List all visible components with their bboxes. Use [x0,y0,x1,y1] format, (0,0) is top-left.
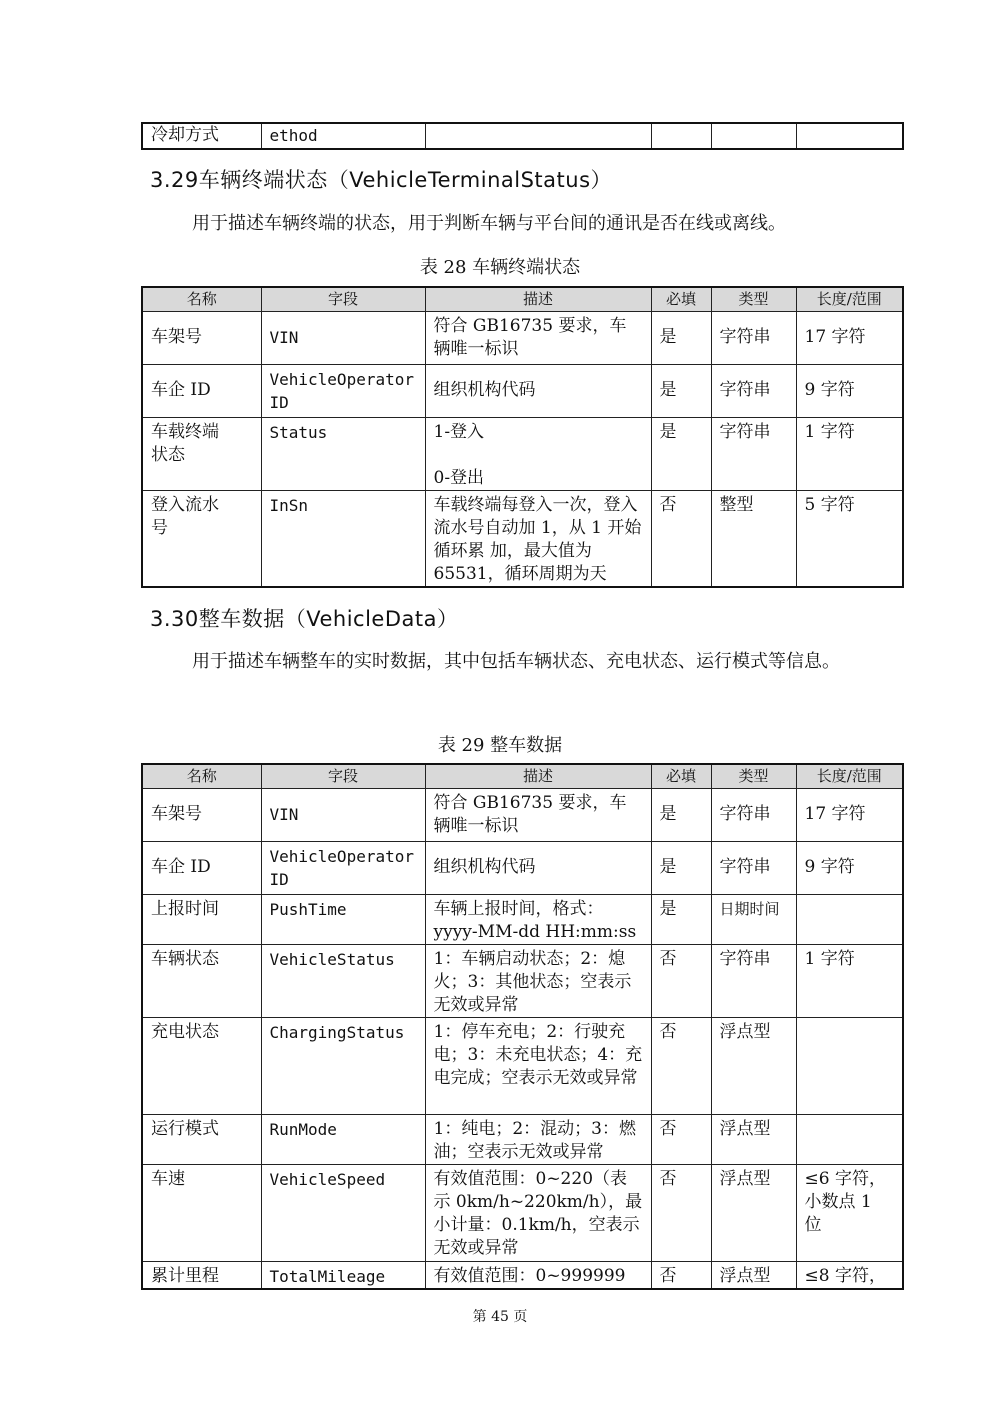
table-cell: 字符串 [711,364,796,417]
table-cell: 车速 [142,1164,261,1261]
table-cell: ≤8 字符， [796,1261,903,1289]
table-cell [711,123,796,149]
table-header-row [142,764,903,788]
table-cell: 1：纯电；2：混动；3：燃油；空表示无效或异常 [425,1114,651,1164]
table-cell [796,1017,903,1114]
table-cell: 充电状态 [142,1017,261,1114]
table-cell: 累计里程 [142,1261,261,1289]
table-cell: 字符串 [711,841,796,894]
table-cell: 否 [651,1164,711,1261]
table-row [142,364,903,417]
table-cell: InSn [261,490,425,587]
table-cell: 是 [651,841,711,894]
table-row [142,311,903,364]
table-cell: 字符串 [711,944,796,1017]
table-cell: 1：停车充电；2：行驶充电；3：未充电状态；4：充电完成；空表示无效或异常 [425,1017,651,1114]
top-table [141,122,904,150]
section-paragraph: 用于描述车辆终端的状态，用于判断车辆与平台间的通讯是否在线或离线。 [192,213,786,234]
table-cell: 符合 GB16735 要求，车辆唯一标识 [425,788,651,841]
table-cell: ethod [261,123,425,149]
table-cell [425,417,651,490]
table-row [142,123,903,149]
section-paragraph: 用于描述车辆整车的实时数据，其中包括车辆状态、充电状态、运行模式等信息。 [192,651,840,672]
table-29 [141,763,904,1290]
table-cell: 17 字符 [796,788,903,841]
table-cell: 冷却方式 [142,123,261,149]
table-cell: VehicleStatus [261,944,425,1017]
table-row [142,788,903,841]
table-header-row [142,287,903,311]
table-cell: 否 [651,1261,711,1289]
table-cell: 17 字符 [796,311,903,364]
table-28 [141,286,904,588]
table-cell: 浮点型 [711,1114,796,1164]
table-caption: 表 28 车辆终端状态 [419,257,581,278]
table-cell: 否 [651,1114,711,1164]
table-cell: 字符串 [711,417,796,490]
table-cell: 5 字符 [796,490,903,587]
table-cell: PushTime [261,894,425,944]
table-cell: 是 [651,364,711,417]
table-cell: 1 字符 [796,944,903,1017]
table-cell: ≤6 字符，小数点 1 位 [796,1164,903,1261]
table-cell: VehicleOperatorID [261,841,425,894]
table-cell: 整型 [711,490,796,587]
table-cell: 车载终端状态 [142,417,261,490]
table-cell: 9 字符 [796,364,903,417]
table-cell: 字符串 [711,311,796,364]
table-cell: 有效值范围：0~220（表示 0km/h~220km/h），最小计量：0.1km/h，空表示无效或异常 [425,1164,651,1261]
column-header: 类型 [711,764,796,788]
column-header: 长度/范围 [796,287,903,311]
section-heading: 3.30整车数据（VehicleData） [150,607,459,631]
table-cell: 上报时间 [142,894,261,944]
table-cell: 9 字符 [796,841,903,894]
table-row [142,417,903,490]
table-row [142,1164,903,1261]
table-cell: 车辆状态 [142,944,261,1017]
column-header: 描述 [425,764,651,788]
table-cell: 是 [651,894,711,944]
table-cell: 运行模式 [142,1114,261,1164]
table-cell: 日期时间 [711,894,796,944]
page-number: 第 45 页 [472,1309,528,1325]
column-header: 名称 [142,764,261,788]
cell-line: 0-登出 [433,467,485,488]
table-cell: 1 字符 [796,417,903,490]
table-cell: 符合 GB16735 要求，车辆唯一标识 [425,311,651,364]
table-cell: RunMode [261,1114,425,1164]
table-cell: 1：车辆启动状态；2：熄火；3：其他状态；空表示无效或异常 [425,944,651,1017]
table-cell [796,123,903,149]
table-cell: TotalMileage [261,1261,425,1289]
column-header: 长度/范围 [796,764,903,788]
table-cell: 浮点型 [711,1017,796,1114]
table-cell: 车载终端每登入一次，登入流水号自动加 1，从 1 开始循环累 加，最大值为 65531，循环周期为天 [425,490,651,587]
table-cell: 浮点型 [711,1164,796,1261]
column-header: 必填 [651,287,711,311]
table-row [142,490,903,587]
table-cell: 车企 ID [142,841,261,894]
table-cell [796,1114,903,1164]
table-caption: 表 29 整车数据 [437,735,563,756]
table-cell: 否 [651,1017,711,1114]
table-row [142,1114,903,1164]
column-header: 类型 [711,287,796,311]
table-row [142,944,903,1017]
table-cell: 是 [651,417,711,490]
cell-line: 1-登入 [433,421,485,442]
table-cell: 车企 ID [142,364,261,417]
table-cell: VIN [261,788,425,841]
column-header: 名称 [142,287,261,311]
table-cell: 有效值范围：0~999999 [425,1261,651,1289]
table-cell: 车架号 [142,788,261,841]
table-cell [651,123,711,149]
table-cell [796,894,903,944]
section-heading: 3.29车辆终端状态（VehicleTerminalStatus） [150,168,613,192]
table-row [142,841,903,894]
column-header: 描述 [425,287,651,311]
table-cell: 组织机构代码 [425,364,651,417]
table-cell: 字符串 [711,788,796,841]
table-cell: 浮点型 [711,1261,796,1289]
table-cell: Status [261,417,425,490]
table-cell: VehicleOperatorID [261,364,425,417]
table-cell: 车架号 [142,311,261,364]
table-cell: 组织机构代码 [425,841,651,894]
table-row [142,1261,903,1289]
table-row [142,894,903,944]
table-cell [425,123,651,149]
table-cell: 是 [651,311,711,364]
table-cell: 车辆上报时间，格式：yyyy-MM-dd HH:mm:ss [425,894,651,944]
table-cell: 登入流水号 [142,490,261,587]
table-cell: 是 [651,788,711,841]
table-cell: 否 [651,944,711,1017]
table-cell: VIN [261,311,425,364]
table-cell: VehicleSpeed [261,1164,425,1261]
column-header: 字段 [261,287,425,311]
table-row [142,1017,903,1114]
table-cell: ChargingStatus [261,1017,425,1114]
table-cell: 否 [651,490,711,587]
column-header: 字段 [261,764,425,788]
column-header: 必填 [651,764,711,788]
